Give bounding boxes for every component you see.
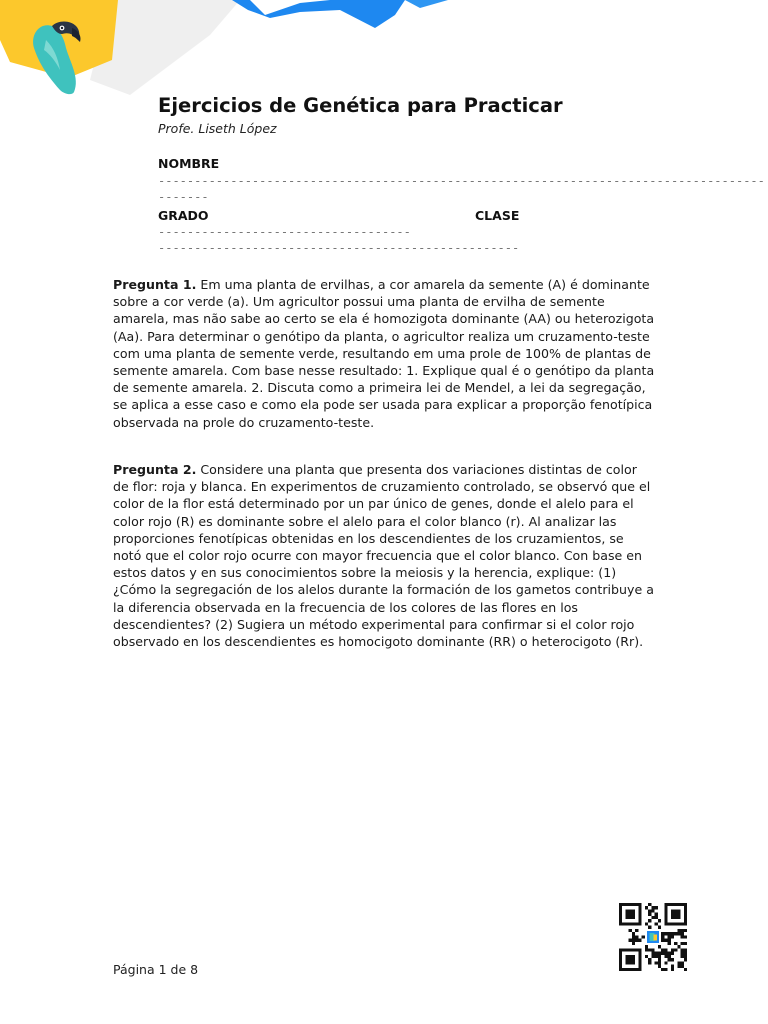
nombre-fill-line-continued: ------- <box>158 190 209 204</box>
question-2-text: Considere una planta que presenta dos variaciones distintas de color de flor: roja y blanca. En experimentos de cruzamiento controlado, se observó que el color de la flor está determinado por un par único de genes, donde el alelo para el color rojo (R) es dominante sobre el alelo para el color blanco (r). Al analizar las proporciones fenotípicas obtenidas en los descendientes de los cruzamientos, se notó que el color rojo ocurre con mayor frecuencia que el color blanco. Con base en estos datos y en sus conocimientos sobre la meiosis y la herencia, explique: (1) ¿Cómo la segregación de los alelos durante la formación de los gametos contribuye a la diferencia observada en la frecuencia de los colores de las flores en los descendientes? (2) Sugiera un método experimental para confirmar si el color rojo observado en los descendientes es homocigoto dominante (RR) o heterocigoto (Rr). <box>113 462 654 650</box>
page-number: Página 1 de 8 <box>113 962 199 977</box>
question-1 <box>113 276 655 431</box>
question-2-label: Pregunta 2. <box>113 462 197 477</box>
grado-fill-line: ----------------------------------- <box>158 225 411 239</box>
question-2 <box>113 461 655 650</box>
document-title: Ejercicios de Genética para Practicar <box>158 94 563 117</box>
question-1-text: Em uma planta de ervilhas, a cor amarela da semente (A) é dominante sobre a cor verde (a). Um agricultor possui uma planta de ervilha de semente amarela, mas não sabe ao certo se ela é homozigota dominante (AA) ou heterozigota (Aa). Para determinar o genótipo da planta, o agricultor realiza um cruzamento-teste com uma planta de semente verde, resultando em uma prole de 100% de plantas de semente amarela. Com base nesse resultado: 1. Explique qual é o genótipo da planta de semente amarela. 2. Discuta como a primeira lei de Mendel, a lei da segregação, se aplica a esse caso e como ela pode ser usada para explicar a proporção fenotípica observada na prole do cruzamento-teste. <box>113 277 655 430</box>
header-banner <box>0 0 768 100</box>
grado-label: GRADO <box>158 208 209 223</box>
clase-fill-line: -------------------------------------------------- <box>158 241 520 255</box>
qr-code-icon <box>619 903 687 971</box>
nombre-fill-line: ------------------------------------------------------------------------------------ <box>158 174 765 188</box>
question-1-label: Pregunta 1. <box>113 277 197 292</box>
clase-label: CLASE <box>475 208 520 223</box>
nombre-label: NOMBRE <box>158 156 220 171</box>
document-author: Profe. Liseth López <box>158 121 277 136</box>
